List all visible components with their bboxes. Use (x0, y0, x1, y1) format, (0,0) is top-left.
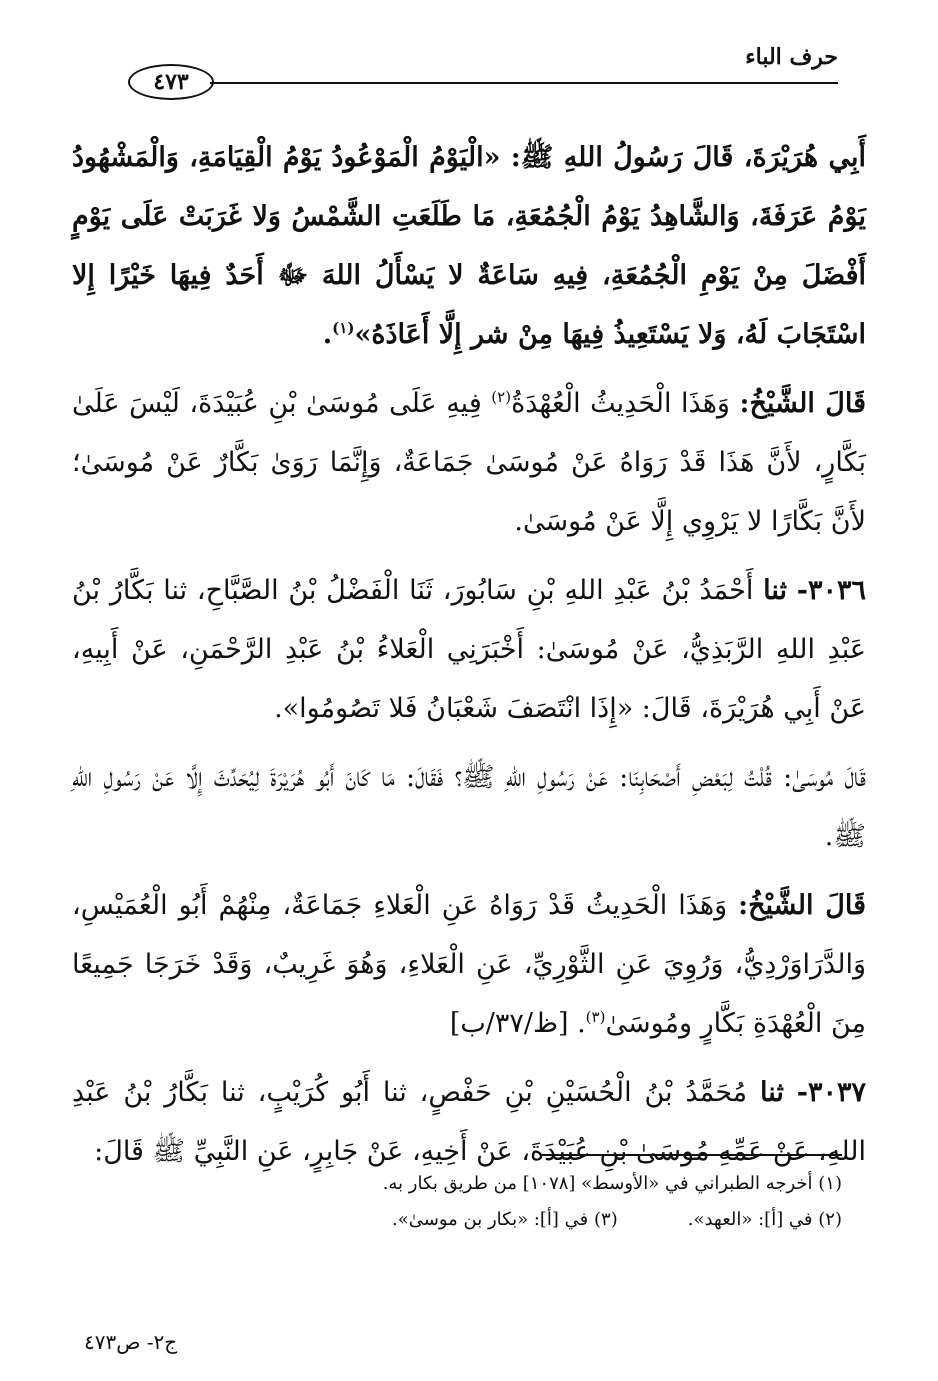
comment-text-b: فِيهِ عَلَى مُوسَىٰ بْنِ عُبَيْدَةَ، لَيْسَ عَلَىٰ بَكَّارٍ، لأَنَّ هَذَا قَدْ رَوَاهُ عَنْ مُوسَىٰ جَمَاعَةٌ، وَإِنَّمَا رَوَىٰ بَكَّارٌ عَنْ مُوسَىٰ؛ لأَنَّ بَكَّارًا لا يَرْوِي إِلَّا عَنْ مُوسَىٰ. (72, 388, 866, 537)
volume-page-reference: ج٢- ص٤٧٣ (84, 1330, 178, 1354)
main-text (72, 128, 866, 1191)
footnote-ref-3: (٣) (585, 1008, 606, 1026)
tana-label: ثنا (763, 575, 787, 606)
isnad-text: مُحَمَّدُ بْنُ الْحُسَيْنِ بْنِ حَفْصٍ، ثنا أَبُو كُرَيْبٍ، ثنا بَكَّارُ بْنُ عَبْدِ اللهِ، عَنْ عَمِّهِ مُوسَىٰ بْنِ عُبَيْدَةَ، عَنْ أَخِيهِ، عَنْ جَابِرٍ، عَنِ النَّبِيِّ ﷺ قَالَ: (72, 1077, 866, 1167)
comment-text-a: وَهَذَا الْحَدِيثُ قَدْ رَوَاهُ عَنِ الْعَلاءِ جَمَاعَةٌ، مِنْهُمْ أَبُو الْعُمَيْسِ، وَالدَّرَاوَرْدِيُّ، وَرُوِيَ عَنِ الثَّوْرِيِّ، عَنِ الْعَلاءِ، وَهُوَ غَرِيبٌ، وَقَدْ خَرَجَا جَمِيعًا مِنَ الْعُهْدَةِ بَكَّارٍ ومُوسَىٰ (72, 890, 866, 1039)
footnote-rule (542, 1154, 842, 1156)
sheikh-label: قَالَ الشَّيْخُ: (738, 890, 866, 921)
footnote-2: (٢) في [أ]: «العهد». (687, 1209, 842, 1230)
running-header: حرف الباء (745, 44, 838, 70)
paragraph-hadith-3037 (72, 1063, 866, 1181)
paragraph-musa-comment (72, 748, 866, 866)
footnote-ref-1: (١) (332, 319, 355, 337)
sheikh-label: قَالَ الشَّيْخُ: (739, 388, 866, 419)
hadith-number: ٣٠٣٦- (796, 575, 866, 606)
isnad-text: أَحْمَدُ بْنُ عَبْدِ اللهِ بْنِ سَابُورَ، ثَنَا الْفَضْلُ بْنُ الصَّبَّاحِ، ثنا بَكَّارُ بْنُ عَبْدِ اللهِ الرَّبَذِيُّ، عَنْ مُوسَىٰ: أَخْبَرَنِي الْعَلاءُ بْنُ عَبْدِ الرَّحْمَنِ، عَنْ أَبِيهِ، عَنْ أَبِي هُرَيْرَةَ، قَالَ: «إِذَا انْتَصَفَ شَعْبَانُ فَلا تَصُومُوا». (72, 575, 866, 724)
paragraph-hadith-3036 (72, 561, 866, 738)
footnote-row (96, 1202, 842, 1238)
paragraph-sheikh-comment-1 (72, 374, 866, 551)
footnotes (96, 1166, 842, 1238)
paragraph-hadith-text (72, 128, 866, 364)
footnote-3: (٣) في [أ]: «بكار بن موسىٰ». (392, 1209, 618, 1230)
comment-text-a: وَهَذَا الْحَدِيثُ الْعُهْدَةُ (511, 388, 740, 419)
comment-text-b: . [ظ/٣٧/ب] (449, 1008, 586, 1039)
page-number: ٤٧٣ (128, 64, 214, 100)
musa-text: قَالَ مُوسَىٰ: قُلْتُ لِبَعْضِ أَصْحَابِنَا: عَنْ رَسُولِ اللهِ ﷺ؟ فَقَالَ: مَا كَانَ أَبُو هُرَيْرَةَ لِيُحَدِّثَ إِلَّا عَنْ رَسُولِ اللهِ ﷺ. (72, 762, 866, 852)
tana-label: ثنا (759, 1077, 784, 1108)
paragraph-sheikh-comment-2 (72, 876, 866, 1053)
hadith-end: . (322, 319, 333, 350)
header-rule (210, 82, 838, 84)
hadith-number: ٣٠٣٧- (796, 1077, 866, 1108)
footnote-ref-2: (٢) (491, 388, 512, 406)
footnote-1: (١) أخرجه الطبراني في «الأوسط» [١٠٧٨] من طريق بكار به. (382, 1173, 842, 1194)
hadith-text: أَبِي هُرَيْرَةَ، قَالَ رَسُولُ اللهِ ﷺ: «الْيَوْمُ الْمَوْعُودُ يَوْمُ الْقِيَامَةِ، وَالْمَشْهُودُ يَوْمُ عَرَفَةَ، وَالشَّاهِدُ يَوْمُ الْجُمُعَةِ، مَا طَلَعَتِ الشَّمْسُ وَلا غَرَبَتْ عَلَى يَوْمٍ أَفْضَلَ مِنْ يَوْمِ الْجُمُعَةِ، فِيهِ سَاعَةٌ لا يَسْأَلُ اللهَ ﷻ أَحَدٌ فِيهَا خَيْرًا إِلا اسْتَجَابَ لَهُ، وَلا يَسْتَعِيذُ فِيهَا مِنْ شر إِلَّا أَعَاذَهُ» (72, 142, 866, 350)
